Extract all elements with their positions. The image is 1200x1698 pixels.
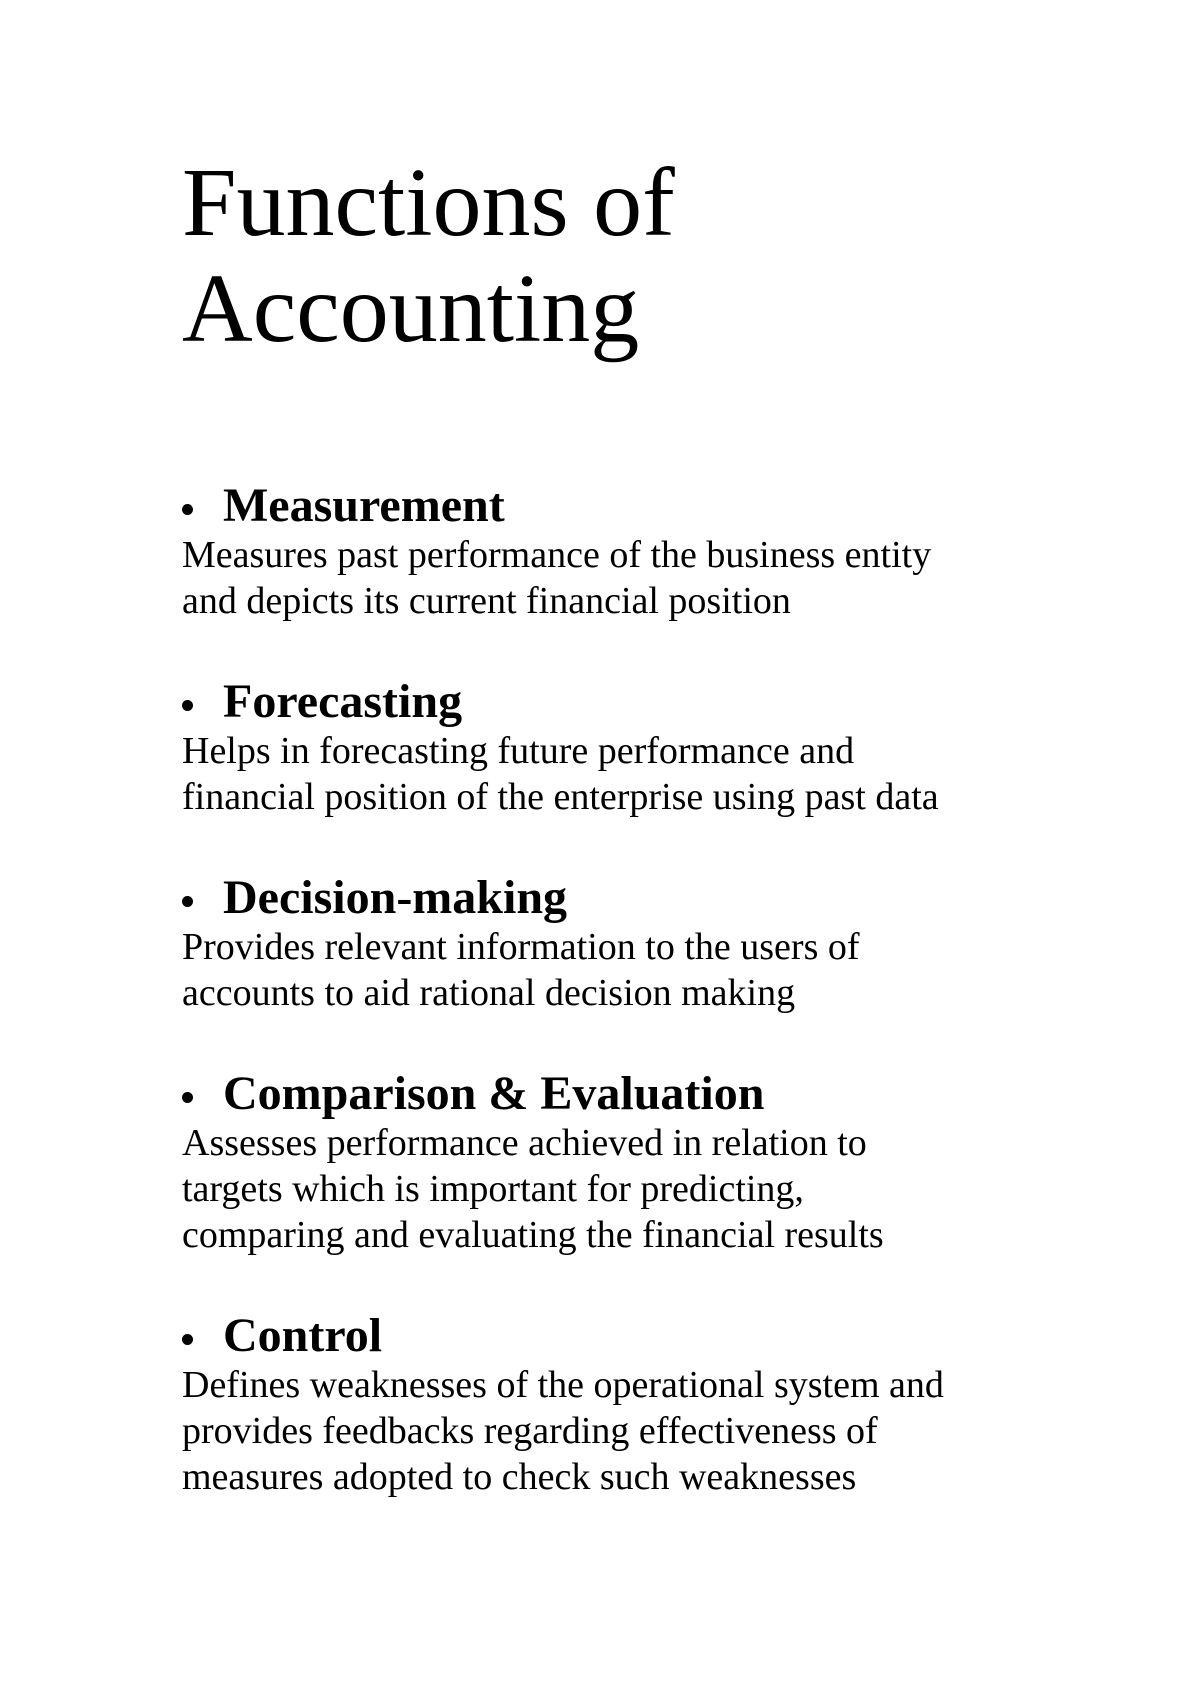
item-heading: Decision-making (223, 871, 568, 924)
description-line: accounts to aid rational decision making (182, 972, 796, 1014)
description-line: targets which is important for predicting, (182, 1168, 804, 1210)
bullet-icon (182, 700, 193, 711)
item-heading: Measurement (223, 479, 505, 532)
title-line: Functions of (182, 149, 675, 257)
description-line: Defines weaknesses of the operational system and (182, 1364, 944, 1406)
title-line: Accounting (182, 255, 640, 363)
document-page (182, 149, 1082, 1498)
item-description (182, 728, 1082, 820)
description-line: financial position of the enterprise using past data (182, 776, 939, 818)
list-item-decision-making (182, 872, 1082, 1016)
list-item-forecasting (182, 676, 1082, 820)
list-item-comparison-evaluation (182, 1068, 1082, 1258)
description-line: measures adopted to check such weaknesses (182, 1456, 857, 1498)
bullet-icon (182, 1334, 193, 1345)
item-heading: Forecasting (223, 675, 463, 728)
list-item-control (182, 1310, 1082, 1500)
bullet-icon (182, 896, 193, 907)
functions-list (182, 480, 1082, 1552)
item-description (182, 924, 1082, 1016)
description-line: provides feedbacks regarding effectiveness of (182, 1410, 878, 1452)
item-description (182, 532, 1082, 624)
item-description (182, 1120, 1082, 1258)
bullet-icon (182, 504, 193, 515)
description-line: and depicts its current financial position (182, 580, 791, 622)
bullet-icon (182, 1092, 193, 1103)
item-heading: Control (223, 1309, 383, 1362)
description-line: comparing and evaluating the financial results (182, 1214, 884, 1256)
description-line: Provides relevant information to the users of (182, 926, 860, 968)
item-heading: Comparison & Evaluation (223, 1067, 765, 1120)
description-line: Measures past performance of the business entity (182, 534, 932, 576)
page-title (182, 150, 1082, 362)
description-line: Assesses performance achieved in relation to (182, 1122, 867, 1164)
item-description (182, 1362, 1082, 1500)
list-item-measurement (182, 480, 1082, 624)
description-line: Helps in forecasting future performance and (182, 730, 855, 772)
